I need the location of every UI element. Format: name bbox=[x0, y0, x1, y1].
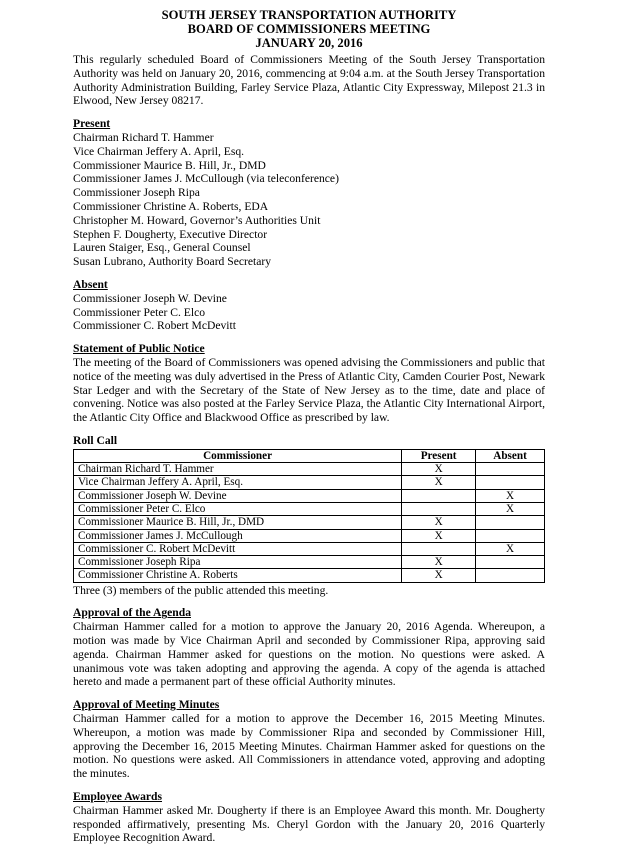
commissioner-name: Commissioner C. Robert McDevitt bbox=[74, 542, 402, 555]
present-mark bbox=[402, 489, 476, 502]
present-item: Commissioner James J. McCullough (via teleconference) bbox=[73, 172, 339, 186]
column-header-commissioner: Commissioner bbox=[74, 449, 402, 462]
table-row bbox=[74, 476, 545, 489]
present-mark: X bbox=[402, 556, 476, 569]
minutes-text: Chairman Hammer called for a motion to approve the December 16, 2015 Meeting Minutes. Whereupon, a motion was made by Commissioner Ripa and seconded by Commissioner Hill, approving the December 16, 2015 Meeting Minutes. Chairman Hammer asked for questions on the motion. No questions were asked. All Commissioners in attendance voted, approving and adopting the minutes. bbox=[73, 712, 545, 781]
commissioner-name: Commissioner Maurice B. Hill, Jr., DMD bbox=[74, 516, 402, 529]
present-item: Vice Chairman Jeffery A. April, Esq. bbox=[73, 144, 245, 158]
present-item: Christopher M. Howard, Governor’s Authorities Unit bbox=[73, 213, 321, 227]
present-item: Susan Lubrano, Authority Board Secretary bbox=[73, 255, 272, 269]
absent-list bbox=[73, 292, 545, 333]
header-meeting: BOARD OF COMMISSIONERS MEETING bbox=[187, 22, 431, 36]
present-mark: X bbox=[402, 463, 476, 476]
table-row bbox=[74, 489, 545, 502]
minutes-heading: Approval of Meeting Minutes bbox=[73, 698, 220, 712]
commissioner-name: Commissioner James J. McCullough bbox=[74, 529, 402, 542]
present-mark: X bbox=[402, 529, 476, 542]
intro-paragraph: This regularly scheduled Board of Commissioners Meeting of the South Jersey Transportation Authority was held on January 20, 2016, commencing at 9:04 a.m. at the South Jersey Transportation Authority Administration Building, Farley Service Plaza, Atlantic City Expressway, Milepost 21.3 in Elwood, New Jersey 08217. bbox=[73, 53, 545, 108]
column-header-present: Present bbox=[402, 449, 476, 462]
absent-heading: Absent bbox=[73, 277, 108, 291]
absent-mark bbox=[476, 476, 545, 489]
commissioner-name: Commissioner Joseph Ripa bbox=[74, 556, 402, 569]
table-row bbox=[74, 463, 545, 476]
absent-mark: X bbox=[476, 502, 545, 515]
present-mark: X bbox=[402, 516, 476, 529]
present-item: Commissioner Maurice B. Hill, Jr., DMD bbox=[73, 158, 266, 172]
absent-mark bbox=[476, 569, 545, 582]
present-item: Commissioner Joseph Ripa bbox=[73, 186, 200, 200]
absent-item: Commissioner C. Robert McDevitt bbox=[73, 319, 236, 333]
absent-item: Commissioner Joseph W. Devine bbox=[73, 291, 227, 305]
roll-call-table bbox=[73, 449, 545, 583]
present-heading: Present bbox=[73, 117, 111, 131]
absent-mark bbox=[476, 529, 545, 542]
commissioner-name: Chairman Richard T. Hammer bbox=[74, 463, 402, 476]
absent-mark bbox=[476, 556, 545, 569]
table-row bbox=[74, 502, 545, 515]
column-header-absent: Absent bbox=[476, 449, 545, 462]
table-row bbox=[74, 516, 545, 529]
public-notice-heading: Statement of Public Notice bbox=[73, 342, 205, 356]
present-mark bbox=[402, 502, 476, 515]
absent-mark bbox=[476, 516, 545, 529]
table-row bbox=[74, 542, 545, 555]
table-row bbox=[74, 569, 545, 582]
absent-mark: X bbox=[476, 489, 545, 502]
table-row bbox=[74, 556, 545, 569]
absent-mark bbox=[476, 463, 545, 476]
present-mark bbox=[402, 542, 476, 555]
public-notice-text: The meeting of the Board of Commissioners was opened advising the Commissioners and public that notice of the meeting was duly advertised in the Press of Atlantic City, Camden Courier Post, Newark Star Ledger and with the Secretary of the State of New Jersey as to the time, date and place of convening. Notice was also posted at the Farley Service Plaza, the Atlantic City International Airport, the Atlantic City Office and Blackwood Office as prescribed by law. bbox=[73, 355, 545, 425]
header-date: JANUARY 20, 2016 bbox=[255, 36, 363, 50]
present-item: Commissioner Christine A. Roberts, EDA bbox=[73, 199, 269, 213]
absent-item: Commissioner Peter C. Elco bbox=[73, 305, 206, 319]
agenda-heading: Approval of the Agenda bbox=[73, 606, 191, 620]
absent-mark: X bbox=[476, 542, 545, 555]
roll-call-heading: Roll Call bbox=[73, 433, 118, 447]
commissioner-name: Commissioner Christine A. Roberts bbox=[74, 569, 402, 582]
awards-text: Chairman Hammer asked Mr. Dougherty if there is an Employee Award this month. Mr. Dougherty responded affirmatively, presenting Ms. Cheryl Gordon with the January 20, 2016 Quarterly Employee Recognition Award. bbox=[73, 803, 545, 845]
present-item: Stephen F. Dougherty, Executive Director bbox=[73, 227, 268, 241]
public-attendance-note: Three (3) members of the public attended this meeting. bbox=[73, 583, 329, 597]
present-list bbox=[73, 131, 545, 269]
present-item: Chairman Richard T. Hammer bbox=[73, 130, 214, 144]
table-row bbox=[74, 529, 545, 542]
commissioner-name: Commissioner Joseph W. Devine bbox=[74, 489, 402, 502]
header-authority: SOUTH JERSEY TRANSPORTATION AUTHORITY bbox=[161, 8, 457, 22]
commissioner-name: Commissioner Peter C. Elco bbox=[74, 502, 402, 515]
present-item: Lauren Staiger, Esq., General Counsel bbox=[73, 241, 251, 255]
present-mark: X bbox=[402, 476, 476, 489]
minutes-page bbox=[73, 8, 545, 845]
awards-heading: Employee Awards bbox=[73, 790, 162, 804]
commissioner-name: Vice Chairman Jeffery A. April, Esq. bbox=[74, 476, 402, 489]
present-mark: X bbox=[402, 569, 476, 582]
agenda-text: Chairman Hammer called for a motion to approve the January 20, 2016 Agenda. Whereupon, a motion was made by Vice Chairman April and seconded by Commissioner Ripa, approving said agenda. Chairman Hammer asked for questions on the motion. No questions were asked. A unanimous vote was taken adopting and approving the agenda. A copy of the agenda is attached hereto and made a permanent part of these official Authority minutes. bbox=[73, 620, 545, 689]
table-header-row bbox=[74, 449, 545, 462]
